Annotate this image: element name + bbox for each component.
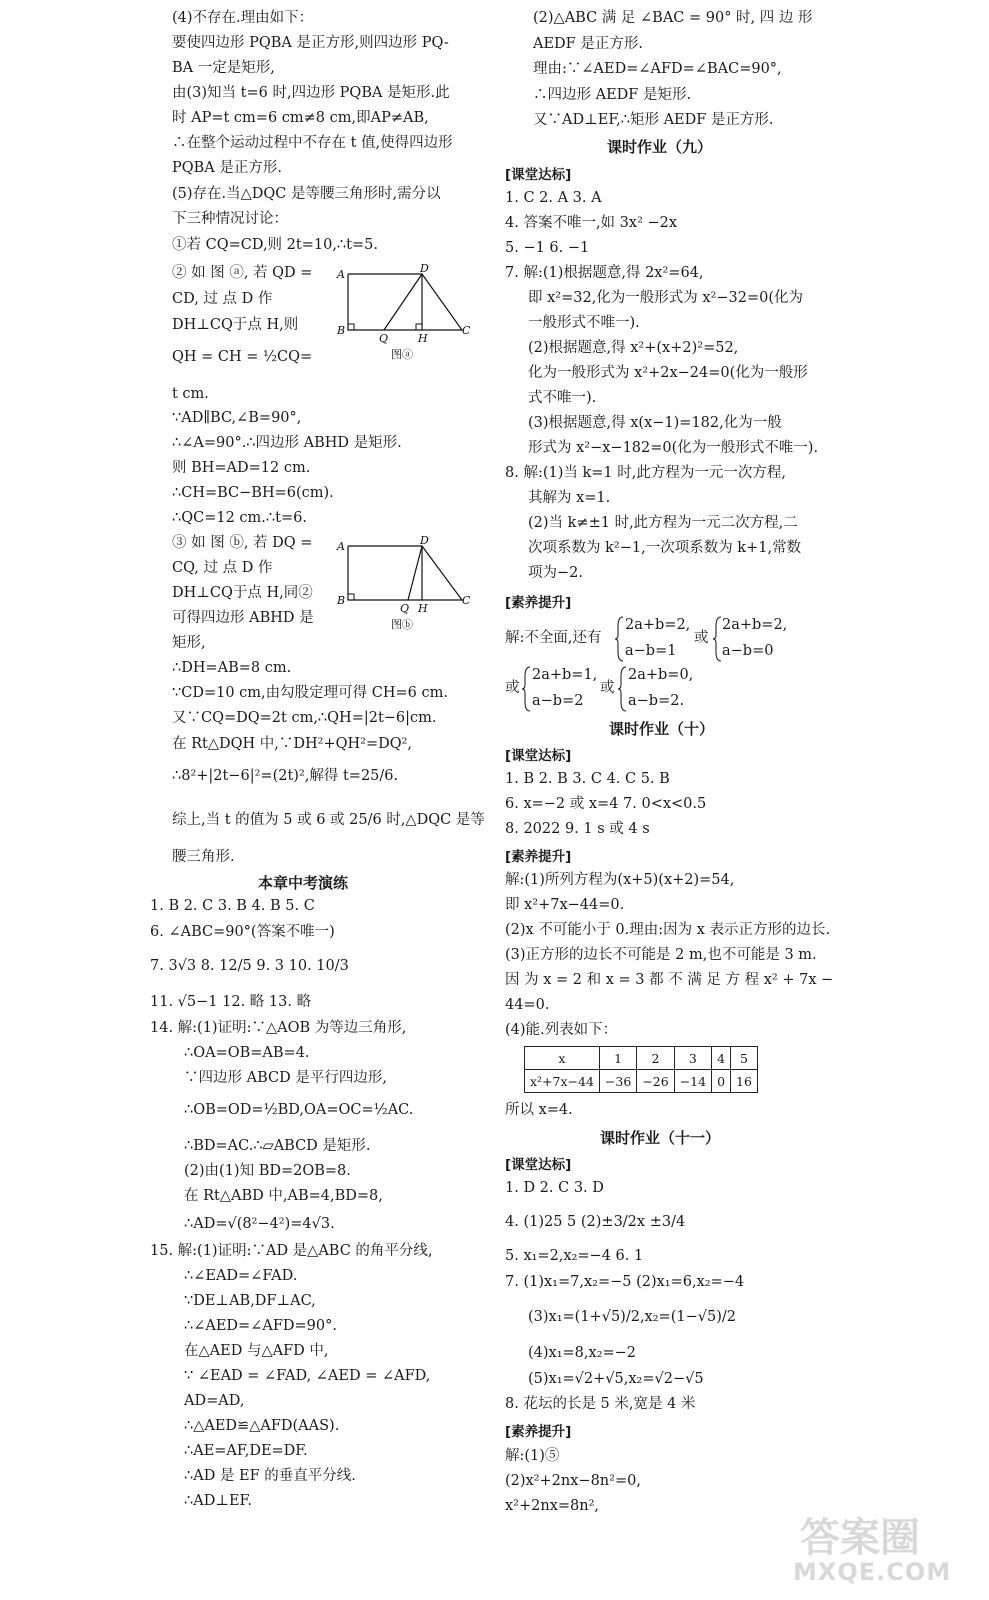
equation: a−b=1 [625, 643, 677, 659]
trapezoid-figure-b [334, 532, 474, 634]
answer-line: 式不唯一). [528, 390, 597, 406]
equation: 2a+b=2, [625, 617, 691, 633]
table-cell: 0 [712, 1070, 731, 1093]
table-cell: 4 [712, 1047, 731, 1070]
table-cell: 5 [731, 1047, 758, 1070]
tag-class: [课堂达标] [505, 748, 572, 764]
answer-line: 解:(1)所列方程为(x+5)(x+2)=54, [505, 872, 735, 888]
tag-improve: [素养提升] [505, 595, 572, 611]
brace-icon [712, 616, 722, 662]
answer-line: (2)当 k≠±1 时,此方程为一元二次方程,二 [528, 515, 798, 531]
table-cell: x²+7x−44 [525, 1070, 600, 1093]
text-line: ③ 如 图 ⓑ, 若 DQ = [172, 535, 313, 551]
answer-line: 解:(1)⑤ [505, 1448, 560, 1464]
answer-line: 44=0. [505, 997, 550, 1013]
answer-line: ∴△AED≌△AFD(AAS). [184, 1418, 340, 1434]
text-line: CD, 过 点 D 作 [172, 291, 273, 307]
answer-line: (5)x₁=√2+√5,x₂=√2−√5 [528, 1371, 704, 1387]
text-line: ①若 CQ=CD,则 2t=10,∴t=5. [172, 237, 378, 253]
text-line: ② 如 图 ⓐ, 若 QD = [172, 265, 313, 281]
or-text: 或 [505, 680, 520, 696]
value-table [524, 1046, 758, 1093]
answer-line: 6. ∠ABC=90°(答案不唯一) [150, 924, 335, 940]
text-line: ∵CD=10 cm,由勾股定理可得 CH=6 cm. [172, 685, 448, 701]
text-line: 在 Rt△DQH 中,∵DH²+QH²=DQ², [172, 736, 413, 752]
fig-b-label: A [337, 540, 345, 553]
text-line: CQ, 过 点 D 作 [172, 560, 273, 576]
table-cell: x [525, 1047, 600, 1070]
brace-icon [617, 666, 627, 712]
equation: a−b=2 [532, 693, 584, 709]
answer-line: ∴AD 是 EF 的垂直平分线. [184, 1468, 356, 1484]
answer-line: (2)由(1)知 BD=2OB=8. [184, 1163, 351, 1179]
answer-line: 1. B 2. B 3. C 4. C 5. B [505, 771, 670, 787]
answer-line: 5. x₁=2,x₂=−4 6. 1 [505, 1248, 644, 1264]
section-title-11: 课时作业（十一） [600, 1129, 721, 1147]
answer-line: AD=AD, [184, 1393, 245, 1409]
fig-a-label: B [337, 324, 346, 337]
text-line: ∴∠A=90°.∴四边形 ABHD 是矩形. [172, 435, 402, 451]
answer-line: 8. 2022 9. 1 s 或 4 s [505, 821, 650, 837]
answer-line: ∵ ∠EAD = ∠FAD, ∠AED = ∠AFD, [184, 1368, 431, 1384]
table-cell: 1 [599, 1047, 636, 1070]
answer-line: 1. C 2. A 3. A [505, 190, 602, 206]
answer-line: 1. B 2. C 3. B 4. B 5. C [150, 898, 315, 914]
watermark-url: MXQE.COM [793, 1558, 952, 1586]
answer-line: 14. 解:(1)证明:∵△AOB 为等边三角形, [150, 1020, 407, 1036]
trapezoid-figure-a [334, 262, 474, 364]
fig-a-label: H [418, 332, 428, 345]
text-line: 由(3)知当 t=6 时,四边形 PQBA 是矩形.此 [172, 85, 450, 101]
fig-b-label: Q [400, 602, 410, 615]
answer-line: 即 x²=32,化为一般形式为 x²−32=0(化为 [528, 290, 804, 306]
answer-line: 1. D 2. C 3. D [505, 1180, 604, 1196]
tag-improve: [素养提升] [505, 849, 572, 865]
equation: 2a+b=2, [722, 617, 788, 633]
answer-line: 4. 答案不唯一,如 3x² −2x [505, 215, 678, 231]
answer-line: 7. 解:(1)根据题意,得 2x²=64, [505, 265, 704, 281]
answer-line: 形式为 x²−x−182=0(化为一般形式不唯一). [528, 440, 819, 456]
brace-icon [521, 666, 531, 712]
section-title-9: 课时作业（九） [607, 138, 713, 156]
answer-line: 在 Rt△ABD 中,AB=4,BD=8, [184, 1188, 383, 1204]
table-cell: 2 [637, 1047, 674, 1070]
fig-b-label: H [418, 602, 428, 615]
text-line: PQBA 是正方形. [172, 160, 282, 176]
answer-line: 8. 解:(1)当 k=1 时,此方程为一元一次方程, [505, 465, 786, 481]
brace-icon [614, 616, 624, 662]
or-text: 或 [694, 630, 709, 646]
fig-b-label: B [337, 594, 346, 607]
answer-line: 所以 x=4. [505, 1102, 573, 1118]
answer-line: 次项系数为 k²−1,一次项系数为 k+1,常数 [528, 540, 802, 556]
text-line: 则 BH=AD=12 cm. [172, 460, 311, 476]
text-line: 腰三角形. [172, 849, 235, 865]
answer-line: ∴OB=OD=½BD,OA=OC=½AC. [184, 1102, 414, 1118]
watermark-logo: 答案圈 [800, 1515, 920, 1561]
answer-line: ∵四边形 ABCD 是平行四边形, [184, 1070, 387, 1086]
answer-line: (4)x₁=8,x₂=−2 [528, 1345, 637, 1361]
answer-line: ∴AD=√(8²−4²)=4√3. [184, 1216, 335, 1232]
text-line: 又∵AD⊥EF,∴矩形 AEDF 是正方形. [533, 112, 774, 128]
section-title: 本章中考演练 [258, 874, 349, 892]
fig-a-label: A [337, 268, 345, 281]
text-line: 又∵CQ=DQ=2t cm,∴QH=|2t−6|cm. [172, 710, 437, 726]
answer-line: 即 x²+7x−44=0. [505, 897, 625, 913]
equation: 2a+b=1, [532, 667, 598, 683]
fig-b-label: C [462, 594, 471, 607]
text-line: (2)△ABC 满 足 ∠BAC = 90° 时, 四 边 形 [533, 10, 813, 26]
text-line: ∵AD∥BC,∠B=90°, [172, 410, 302, 426]
answer-line: ∴AE=AF,DE=DF. [184, 1443, 308, 1459]
answer-line: 8. 花坛的长是 5 米,宽是 4 米 [505, 1396, 696, 1412]
answer-line: 项为−2. [528, 565, 583, 581]
text-line: ∴在整个运动过程中不存在 t 值,使得四边形 [172, 135, 453, 151]
answer-line: ∵DE⊥AB,DF⊥AC, [184, 1293, 316, 1309]
table-row [525, 1070, 758, 1093]
fig-a-caption: 图ⓐ [391, 348, 413, 361]
table-cell: −14 [674, 1070, 711, 1093]
table-cell: 3 [674, 1047, 711, 1070]
answer-line: x²+2nx=8n², [505, 1498, 600, 1514]
answer-line: 一般形式不唯一). [528, 315, 640, 331]
answer-line: ∴∠AED=∠AFD=90°. [184, 1318, 337, 1334]
text-line: 要使四边形 PQBA 是正方形,则四边形 PQ- [172, 35, 449, 51]
answer-line: 6. x=−2 或 x=4 7. 0<x<0.5 [505, 796, 707, 812]
table-cell: −26 [637, 1070, 674, 1093]
answer-line: ∴AD⊥EF. [184, 1493, 252, 1509]
text-line: ∴QC=12 cm.∴t=6. [172, 510, 307, 526]
text-line: BA 一定是矩形, [172, 60, 275, 76]
text-line: DH⊥CQ于点 H,则 [172, 317, 299, 333]
answer-line: ∴OA=OB=AB=4. [184, 1045, 310, 1061]
equation: 2a+b=0, [628, 667, 694, 683]
text-line: (4)不存在.理由如下： [172, 10, 314, 26]
table-cell: 16 [731, 1070, 758, 1093]
improve-prefix: 解:不全面,还有 [505, 630, 602, 646]
fig-b-label: D [420, 534, 429, 547]
fig-a-label: Q [379, 332, 389, 345]
tag-class: [课堂达标] [505, 1157, 572, 1173]
text-line: 矩形, [172, 635, 206, 651]
answer-line: (2)根据题意,得 x²+(x+2)²=52, [528, 340, 739, 356]
text-line: ∴8²+|2t−6|²=(2t)²,解得 t=25/6. [172, 768, 399, 784]
answer-line: 4. (1)25 5 (2)±3/2x ±3/4 [505, 1214, 686, 1230]
answer-line: 化为一般形式为 x²+2x−24=0(化为一般形 [528, 365, 808, 381]
answer-line: 7. 3√3 8. 12/5 9. 3 10. 10/3 [150, 958, 349, 974]
equation: a−b=0 [722, 643, 774, 659]
answer-line: (3)正方形的边长不可能是 2 m,也不可能是 3 m. [505, 947, 817, 963]
text-line: AEDF 是正方形. [533, 36, 643, 52]
table-cell: −36 [599, 1070, 636, 1093]
fig-b-caption: 图ⓑ [391, 618, 413, 631]
tag-improve: [素养提升] [505, 1424, 572, 1440]
answer-line: 在△AED 与△AFD 中, [184, 1343, 329, 1359]
answer-line: (3)根据题意,得 x(x−1)=182,化为一般 [528, 415, 782, 431]
tag-class: [课堂达标] [505, 167, 572, 183]
answer-line: 5. −1 6. −1 [505, 240, 590, 256]
answer-line: 15. 解:(1)证明:∵AD 是△ABC 的角平分线, [150, 1243, 433, 1259]
or-text: 或 [600, 680, 615, 696]
text-line: ∴四边形 AEDF 是矩形. [533, 87, 692, 103]
text-line: t cm. [172, 386, 209, 402]
answer-line: (2)x²+2nx−8n²=0, [505, 1473, 641, 1489]
equation: a−b=2. [628, 693, 685, 709]
text-line: 理由:∵∠AED=∠AFD=∠BAC=90°, [533, 61, 782, 77]
text-line: (5)存在.当△DQC 是等腰三角形时,需分以 [172, 186, 441, 202]
answer-line: 7. (1)x₁=7,x₂=−5 (2)x₁=6,x₂=−4 [505, 1274, 745, 1290]
text-line: ∴DH=AB=8 cm. [172, 660, 292, 676]
table-row [525, 1047, 758, 1070]
text-line: 下三种情况讨论： [172, 211, 288, 227]
fig-a-label: D [420, 262, 429, 275]
section-title-10: 课时作业（十） [609, 720, 715, 738]
answer-line: 11. √5−1 12. 略 13. 略 [150, 994, 312, 1010]
answer-line: (2)x 不可能小于 0.理由:因为 x 表示正方形的边长. [505, 922, 831, 938]
answer-line: ∴BD=AC.∴▱ABCD 是矩形. [184, 1138, 371, 1154]
answer-line: (4)能.列表如下： [505, 1022, 618, 1038]
answer-line: ∴∠EAD=∠FAD. [184, 1268, 298, 1284]
text-line: QH = CH = ½CQ= [172, 349, 313, 365]
fig-a-label: C [462, 324, 471, 337]
text-line: 综上,当 t 的值为 5 或 6 或 25/6 时,△DQC 是等 [172, 812, 485, 828]
text-line: DH⊥CQ于点 H,同② [172, 585, 313, 601]
text-line: 可得四边形 ABHD 是 [172, 610, 314, 626]
text-line: ∴CH=BC−BH=6(cm). [172, 485, 334, 501]
answer-line: 因 为 x = 2 和 x = 3 都 不 满 足 方 程 x² + 7x − [505, 972, 834, 988]
answer-line: 其解为 x=1. [528, 490, 611, 506]
text-line: 时 AP=t cm=6 cm≠8 cm,即AP≠AB, [172, 110, 429, 126]
answer-line: (3)x₁=(1+√5)/2,x₂=(1−√5)/2 [528, 1309, 736, 1325]
